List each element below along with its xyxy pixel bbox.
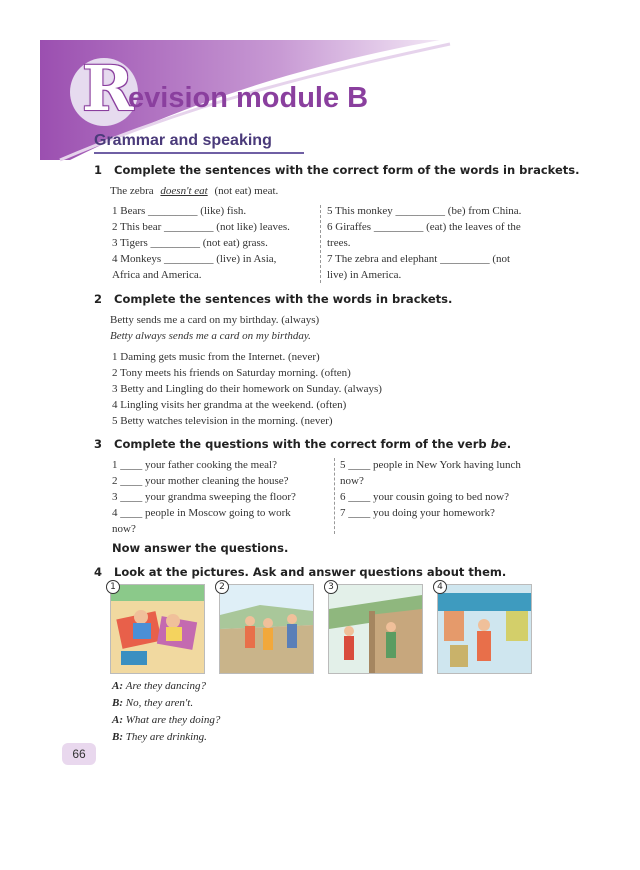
exercise-line: 3 Tigers _________ (not eat) grass. [112, 237, 268, 249]
dialogue-text: What are they doing? [125, 714, 221, 726]
dialogue-line [112, 697, 193, 709]
dialogue-text: They are drinking. [125, 731, 207, 743]
exercise-line: Africa and America. [112, 269, 202, 281]
exercise-3-left-column [112, 457, 296, 537]
exercise-3-number: 3 [94, 437, 103, 451]
picture-number: 2 [215, 580, 229, 594]
exercise-line: 5 Betty watches television in the morning. (never) [112, 415, 333, 427]
exercise-line: 2 Tony meets his friends on Saturday morning. (often) [112, 367, 351, 379]
title-initial: R [82, 52, 134, 125]
exercise-4-instruction: Look at the pictures. Ask and answer questions about them. [114, 565, 507, 579]
picture-market [437, 584, 532, 674]
exercise-3-followup: Now answer the questions. [112, 541, 289, 555]
example-pre: The zebra [110, 185, 154, 197]
exercise-4-number: 4 [94, 565, 103, 579]
picture-great-wall-tourists [328, 584, 423, 674]
exercise-line: 3 ____ your grandma sweeping the floor? [112, 491, 296, 503]
exercise-line: 7 ____ you doing your homework? [340, 507, 495, 519]
speaker: A: [112, 714, 123, 726]
exercise-line: 3 Betty and Lingling do their homework on Sunday. (always) [112, 383, 382, 395]
exercise-1-example [110, 183, 278, 199]
exercise-2-items [112, 349, 382, 429]
exercise-line: 4 Lingling visits her grandma at the weekend. (often) [112, 399, 347, 411]
exercise-line: 1 ____ your father cooking the meal? [112, 459, 277, 471]
dialogue-line [112, 714, 220, 726]
exercise-line: live) in America. [327, 269, 402, 281]
picture-great-wall-walkers [219, 584, 314, 674]
section-heading: Grammar and speaking [94, 132, 272, 149]
picture-beach [110, 584, 205, 674]
exercise-1-left-column [112, 203, 290, 283]
exercise-line: 7 The zebra and elephant _________ (not [327, 253, 511, 265]
exercise-1-number: 1 [94, 163, 103, 177]
dialogue-text: Are they dancing? [125, 680, 206, 692]
dialogue-text: No, they aren't. [125, 697, 194, 709]
exercise-3-verb: be [490, 437, 507, 451]
column-divider [320, 205, 321, 283]
exercise-2-instruction: Complete the sentences with the words in brackets. [114, 292, 453, 306]
section-underline [94, 152, 304, 154]
exercise-3-right-column [340, 457, 521, 521]
speaker: B: [112, 697, 123, 709]
exercise-line: 5 This monkey _________ (be) from China. [327, 205, 522, 217]
example-post: (not eat) meat. [214, 185, 279, 197]
exercise-2-heading [94, 292, 452, 306]
exercise-1-heading [94, 163, 580, 177]
exercise-line: 4 ____ people in Moscow going to work [112, 507, 291, 519]
exercise-line: trees. [327, 237, 351, 249]
speaker: B: [112, 731, 123, 743]
page-title: evision module B [128, 82, 369, 114]
speaker: A: [112, 680, 123, 692]
column-divider [334, 458, 335, 534]
exercise-2-example-answer: Betty always sends me a card on my birthday. [110, 330, 311, 342]
exercise-1-instruction: Complete the sentences with the correct form of the words in brackets. [114, 163, 580, 177]
exercise-line: now? [340, 475, 364, 487]
exercise-line: now? [112, 523, 136, 535]
exercise-1-right-column [327, 203, 521, 283]
exercise-2-example: Betty sends me a card on my birthday. (always) [110, 314, 320, 326]
exercise-3-instruction: Complete the questions with the correct form of the verb [114, 437, 487, 451]
picture-number: 3 [324, 580, 338, 594]
dialogue-line [112, 731, 207, 743]
picture-number: 1 [106, 580, 120, 594]
exercise-line: 4 Monkeys _________ (live) in Asia, [112, 253, 277, 265]
exercise-line: 1 Daming gets music from the Internet. (never) [112, 351, 320, 363]
exercise-3-heading: 3 Complete the questions with the correct form of the verb be. [94, 437, 512, 451]
exercise-line: 6 ____ your cousin going to bed now? [340, 491, 509, 503]
exercise-line: 2 ____ your mother cleaning the house? [112, 475, 289, 487]
example-answer: doesn't eat [160, 185, 208, 197]
exercise-line: 6 Giraffes _________ (eat) the leaves of the [327, 221, 521, 233]
dialogue-line [112, 680, 206, 692]
exercise-4-heading [94, 565, 506, 579]
exercise-2-number: 2 [94, 292, 103, 306]
picture-number: 4 [433, 580, 447, 594]
page-number: 66 [62, 743, 96, 765]
exercise-line: 1 Bears _________ (like) fish. [112, 205, 247, 217]
exercise-line: 5 ____ people in New York having lunch [340, 459, 521, 471]
exercise-line: 2 This bear _________ (not like) leaves. [112, 221, 290, 233]
